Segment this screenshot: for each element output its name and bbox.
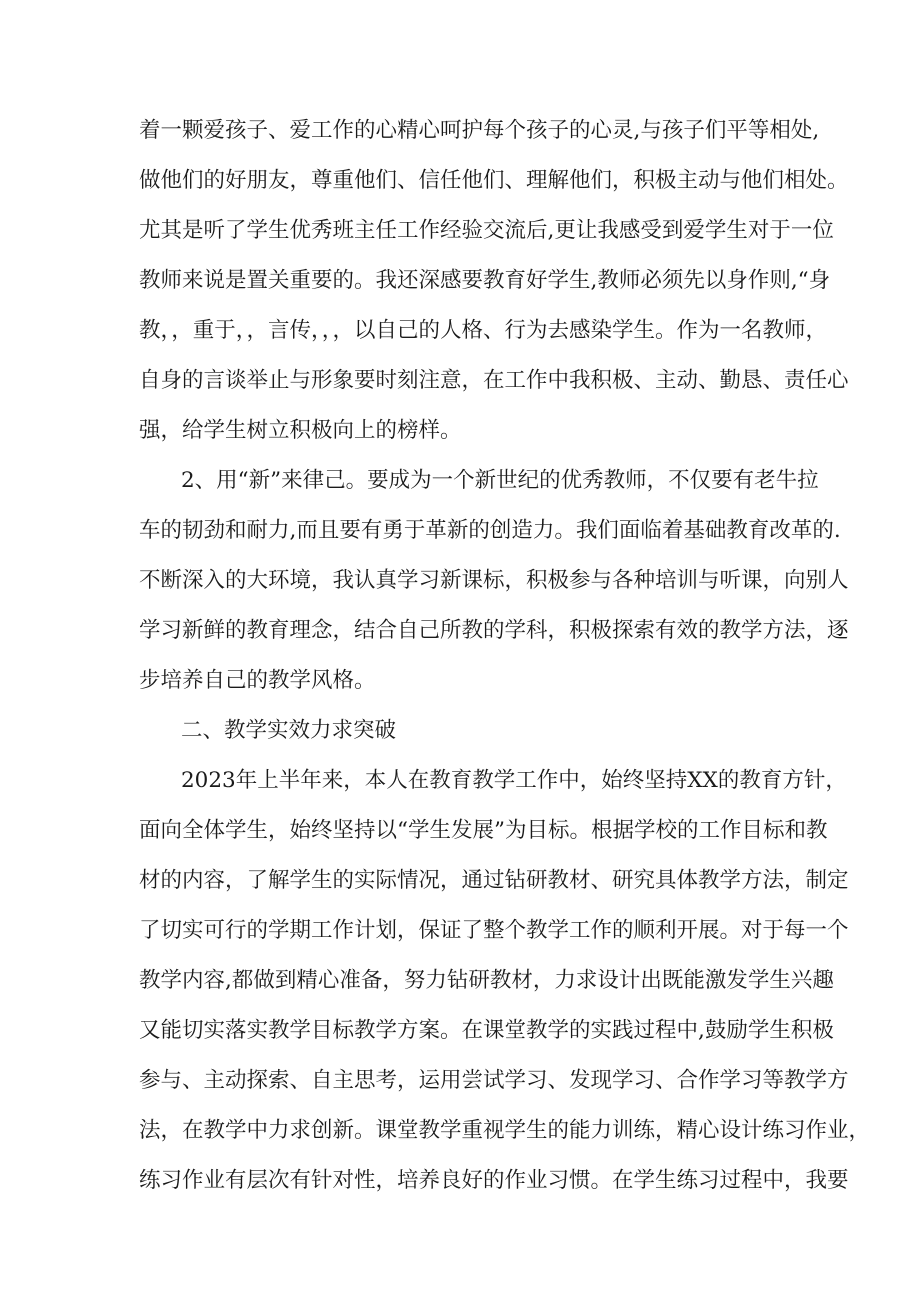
section-heading: 二、教学实效力求突破	[181, 718, 397, 743]
p1-line-2: 做他们的好朋友，尊重他们、信任他们、理解他们，积极主动与他们相处。	[139, 168, 849, 193]
p3-line-8: 法，在教学中力求创新。课堂教学重视学生的能力训练，精心设计练习作业，	[139, 1118, 871, 1143]
p3-line-9: 练习作业有层次有针对性，培养良好的作业习惯。在学生练习过程中，我要	[139, 1168, 849, 1193]
p2-line-4: 学习新鲜的教育理念，结合自己所教的学科，积极探索有效的教学方法，逐	[139, 618, 849, 643]
p1-line-3: 尤其是听了学生优秀班主任工作经验交流后,更让我感受到爱学生对于一位	[139, 218, 834, 243]
p1-line-1: 着一颗爱孩子、爱工作的心精心呵护每个孩子的心灵,与孩子们平等相处,	[139, 118, 820, 143]
p2-line-3: 不断深入的大环境，我认真学习新课标，积极参与各种培训与听课，向别人	[139, 568, 849, 593]
p3-line-2: 面向全体学生，始终坚持以“学生发展”为目标。根据学校的工作目标和教	[139, 818, 828, 843]
p1-line-7: 强，给学生树立积极向上的榜样。	[139, 418, 462, 443]
p3-line-4: 了切实可行的学期工作计划，保证了整个教学工作的顺利开展。对于每一个	[139, 918, 849, 943]
p1-line-4: 教师来说是置关重要的。我还深感要教育好学生,教师必须先以身作则,“身	[139, 268, 831, 293]
p3-line-3: 材的内容，了解学生的实际情况，通过钻研教材、研究具体教学方法，制定	[139, 868, 849, 893]
p3-line-1: 2023年上半年来，本人在教育教学工作中，始终坚持XX的教育方针，	[181, 768, 847, 793]
p1-line-5: 教，，重于，，言传，，，以自己的人格、行为去感染学生。作为一名教师，	[139, 318, 828, 343]
p2-line-1: 2、用“新”来律己。要成为一个新世纪的优秀教师，不仅要有老牛拉	[181, 468, 819, 493]
p3-line-5: 教学内容,都做到精心准备，努力钻研教材，力求设计出既能激发学生兴趣	[139, 968, 834, 993]
p3-line-7: 参与、主动探索、自主思考，运用尝试学习、发现学习、合作学习等教学方	[139, 1068, 849, 1093]
p2-line-2: 车的韧劲和耐力,而且要有勇于革新的创造力。我们面临着基础教育改革的.	[139, 518, 841, 543]
p3-line-6: 又能切实落实教学目标教学方案。在课堂教学的实践过程中,鼓励学生积极	[139, 1018, 834, 1043]
p2-line-5: 步培养自己的教学风格。	[139, 668, 376, 693]
p1-line-6: 自身的言谈举止与形象要时刻注意，在工作中我积极、主动、勤恳、责任心	[139, 368, 849, 393]
